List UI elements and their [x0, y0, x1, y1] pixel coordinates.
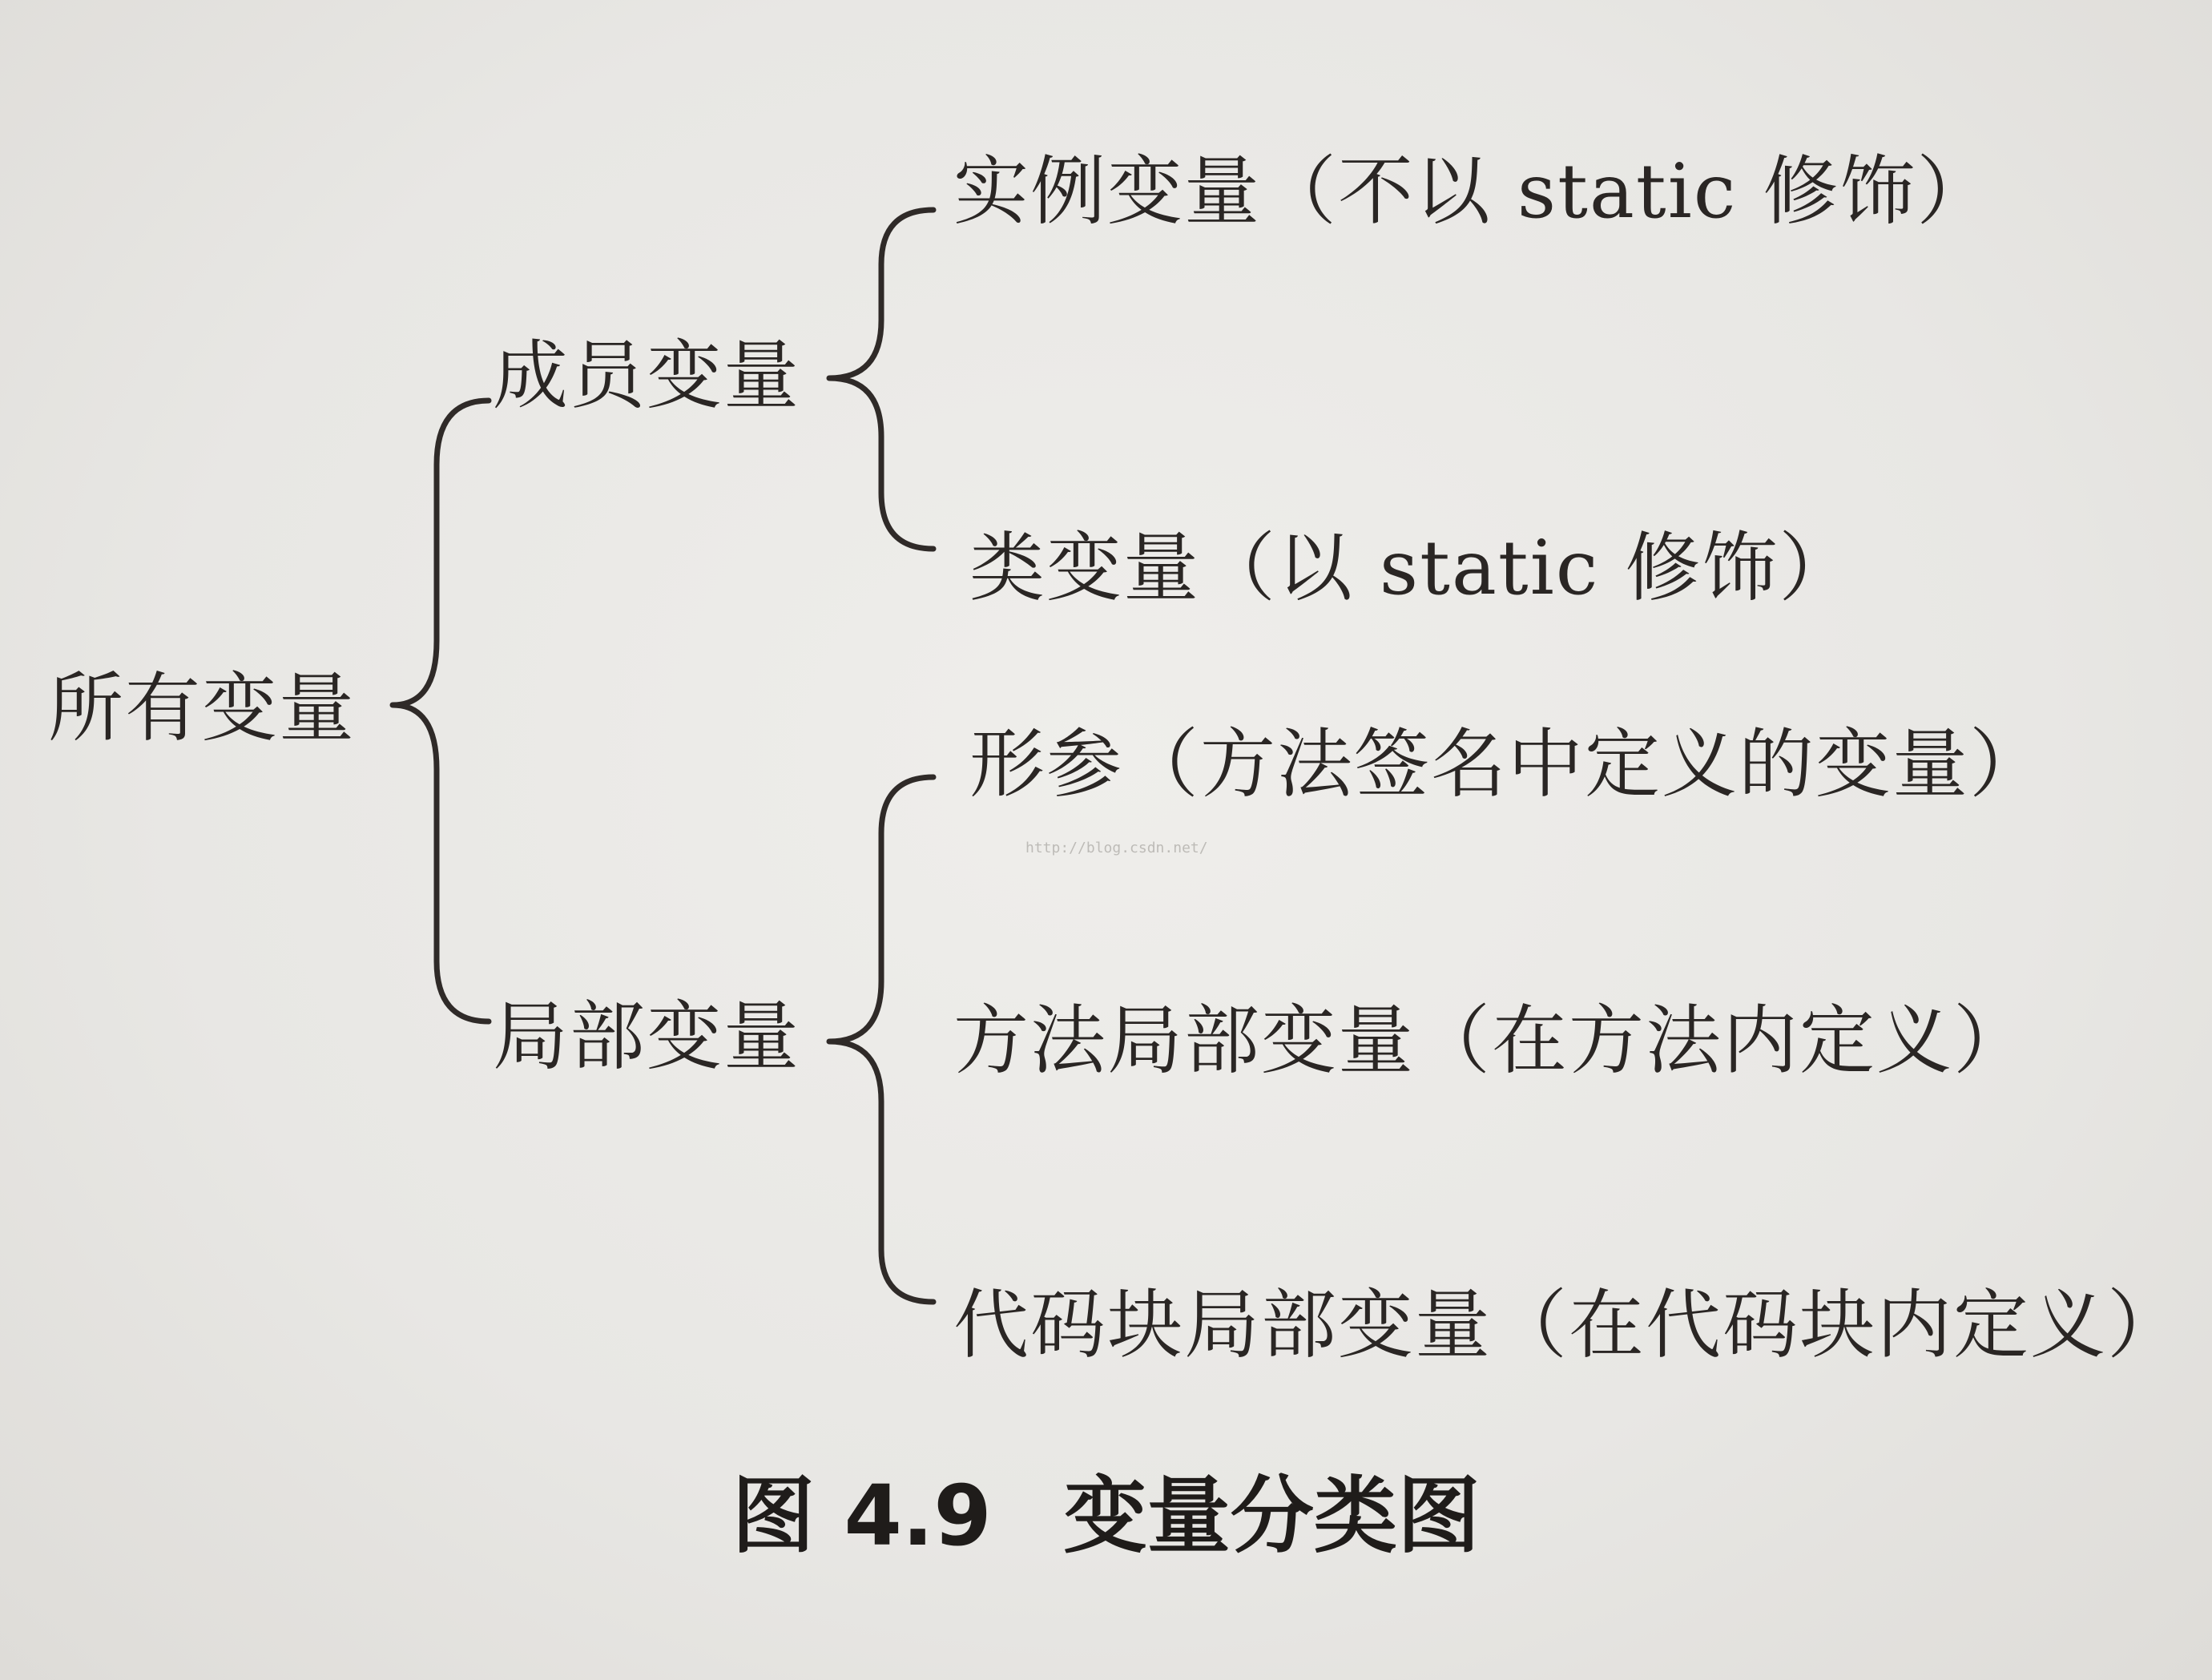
watermark: http://blog.csdn.net/	[1025, 840, 1208, 856]
figure-number: 图 4.9	[731, 1467, 992, 1565]
item-class-variable: 类变量（以 static 修饰）	[969, 525, 1856, 612]
root-bracket	[393, 401, 489, 1021]
group-label-member: 成员变量	[493, 332, 801, 420]
item-method-local-variable: 方法局部变量（在方法内定义）	[953, 997, 2031, 1085]
item-block-local-variable: 代码块局部变量（在代码块内定义）	[953, 1282, 2185, 1369]
figure-title: 变量分类图	[1063, 1467, 1481, 1565]
item-parameter: 形参（方法签名中定义的变量）	[969, 721, 2047, 808]
item-instance-variable: 实例变量（不以 static 修饰）	[953, 148, 1994, 236]
member-bracket	[829, 210, 933, 549]
figure-caption	[0, 1467, 2212, 1565]
root-label: 所有变量	[48, 665, 357, 752]
group-label-local: 局部变量	[493, 993, 801, 1081]
local-bracket	[829, 777, 933, 1302]
